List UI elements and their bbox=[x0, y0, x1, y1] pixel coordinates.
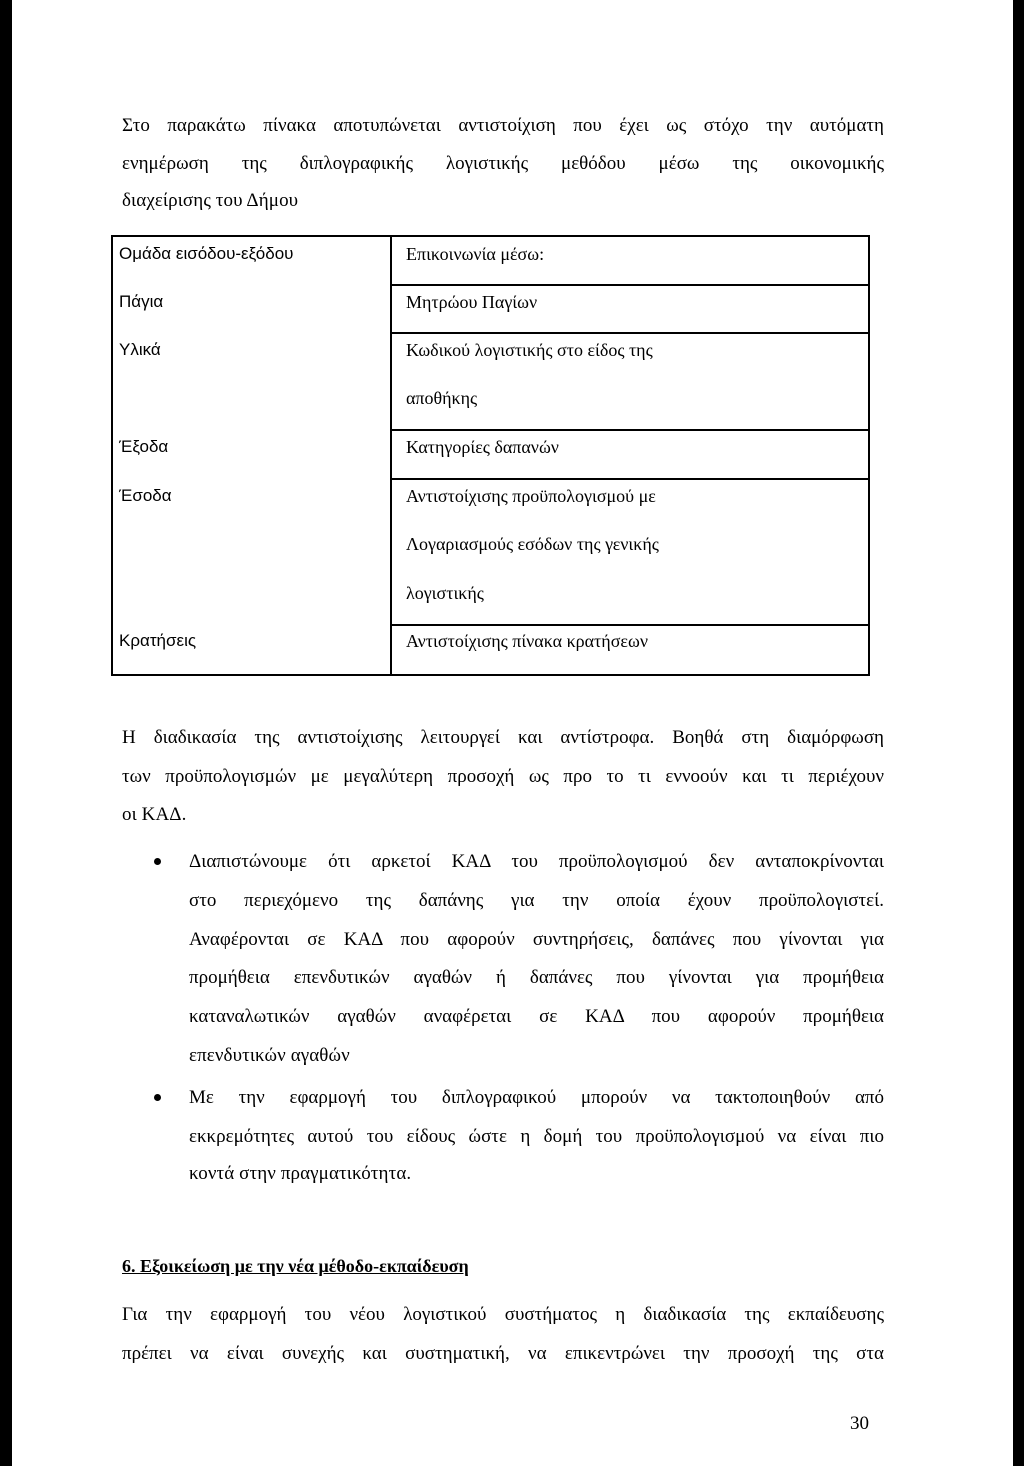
table-cell-communication: Αντιστοίχισης πίνακα κρατήσεων bbox=[406, 631, 648, 651]
bullet-line: Με την εφαρμογή του διπλογραφικού μπορούν να τακτοποιηθούν από bbox=[189, 1087, 884, 1108]
bullet-line: Αναφέρονται σε ΚΑΔ που αφορούν συντηρήσεις, δαπάνες που γίνονται για bbox=[189, 929, 884, 950]
table-cell-group: Ομάδα εισόδου-εξόδου bbox=[119, 244, 294, 263]
table-row-divider bbox=[390, 284, 870, 286]
table-cell-communication: Λογαριασμούς εσόδων της γενικής bbox=[406, 534, 659, 554]
bullet-line: εκκρεμότητες αυτού του είδους ώστε η δομή του προϋπολογισμού να είναι πιο bbox=[189, 1126, 884, 1147]
table-cell-group: Έσοδα bbox=[119, 486, 172, 505]
table-cell-communication: Επικοινωνία μέσω: bbox=[406, 244, 545, 264]
table-border-bottom bbox=[111, 674, 870, 676]
bullet-line: κοντά στην πραγματικότητα. bbox=[189, 1163, 412, 1184]
table-cell-communication: λογιστικής bbox=[406, 583, 484, 603]
table-cell-group: Πάγια bbox=[119, 292, 164, 311]
table-cell-communication: Κατηγορίες δαπανών bbox=[406, 437, 559, 457]
section-line: πρέπει να είναι συνεχής και συστηματική, να επικεντρώνει την προσοχή της στα bbox=[122, 1343, 884, 1364]
paragraph-line: οι ΚΑΔ. bbox=[122, 804, 187, 825]
table-border-right bbox=[868, 235, 870, 676]
section-line: Για την εφαρμογή του νέου λογιστικού συστήματος η διαδικασία της εκπαίδευσης bbox=[122, 1304, 884, 1325]
bullet-line: καταναλωτικών αγαθών αναφέρεται σε ΚΑΔ που αφορούν προμήθεια bbox=[189, 1006, 884, 1027]
paragraph-line: Η διαδικασία της αντιστοίχισης λειτουργεί και αντίστροφα. Βοηθά στη διαμόρφωση bbox=[122, 727, 884, 748]
table-column-divider bbox=[390, 235, 392, 676]
table-row-divider bbox=[390, 624, 870, 626]
table-cell-group: Υλικά bbox=[119, 340, 161, 359]
section-heading: 6. Εξοικείωση με την νέα μέθοδο-εκπαίδευση bbox=[122, 1256, 469, 1276]
table-cell-communication: αποθήκης bbox=[406, 388, 478, 408]
table-cell-group: Έξοδα bbox=[119, 437, 169, 456]
table-border-top bbox=[111, 235, 870, 237]
table-border-left bbox=[111, 235, 113, 676]
bullet-icon bbox=[154, 858, 161, 865]
bullet-line: στο περιεχόμενο της δαπάνης για την οποία έχουν προϋπολογιστεί. bbox=[189, 890, 884, 911]
bullet-line: προμήθεια επενδυτικών αγαθών ή δαπάνες που γίνονται για προμήθεια bbox=[189, 967, 884, 988]
table-row-divider bbox=[390, 429, 870, 431]
page-number: 30 bbox=[850, 1413, 869, 1434]
intro-line: διαχείρισης του Δήμου bbox=[122, 190, 299, 211]
table-cell-communication: Κωδικού λογιστικής στο είδος της bbox=[406, 340, 653, 360]
table-cell-group: Κρατήσεις bbox=[119, 631, 197, 650]
bullet-line: επενδυτικών αγαθών bbox=[189, 1045, 350, 1066]
table-cell-communication: Μητρώου Παγίων bbox=[406, 292, 538, 312]
table-cell-communication: Αντιστοίχισης προϋπολογισμού με bbox=[406, 486, 656, 506]
table-row-divider bbox=[390, 478, 870, 480]
bullet-line: Διαπιστώνουμε ότι αρκετοί ΚΑΔ του προϋπολογισμού δεν ανταποκρίνονται bbox=[189, 851, 884, 872]
document-page bbox=[12, 0, 1013, 1466]
paragraph-line: των προϋπολογισμών με μεγαλύτερη προσοχή ως προ το τι εννοούν και τι περιέχουν bbox=[122, 766, 884, 787]
bullet-icon bbox=[154, 1094, 161, 1101]
intro-line: ενημέρωση της διπλογραφικής λογιστικής μεθόδου μέσω της οικονομικής bbox=[122, 153, 884, 174]
intro-line: Στο παρακάτω πίνακα αποτυπώνεται αντιστοίχιση που έχει ως στόχο την αυτόματη bbox=[122, 115, 884, 136]
table-row-divider bbox=[390, 332, 870, 334]
